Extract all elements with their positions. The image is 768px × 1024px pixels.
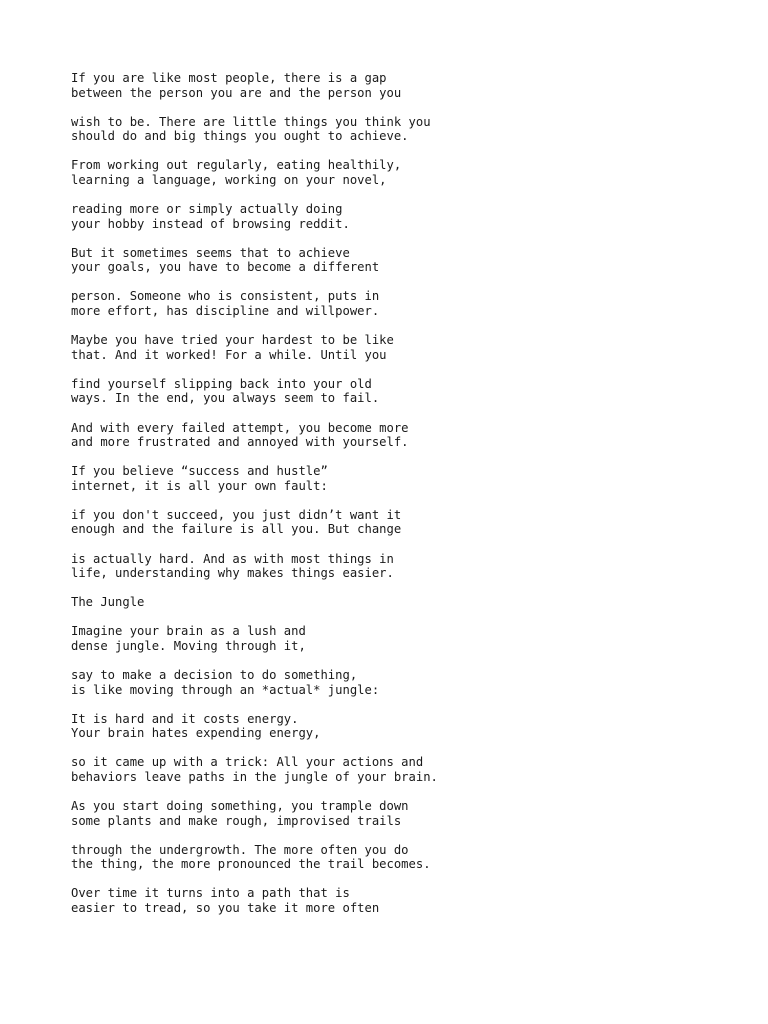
text-line: your hobby instead of browsing reddit. (71, 216, 350, 231)
text-line: is actually hard. And as with most things in (71, 551, 394, 566)
text-line: The Jungle (71, 595, 145, 610)
text-paragraph (71, 246, 711, 275)
text-line: If you are like most people, there is a gap (71, 71, 387, 85)
text-paragraph (71, 552, 711, 581)
text-paragraph (71, 202, 711, 231)
text-line: enough and the failure is all you. But change (71, 522, 402, 537)
text-line: But it sometimes seems that to achieve (71, 245, 350, 260)
text-line: Over time it turns into a path that is (71, 886, 350, 901)
text-line: so it came up with a trick: All your actions and (71, 755, 424, 770)
text-line: reading more or simply actually doing (71, 202, 343, 217)
text-paragraph (71, 886, 711, 915)
text-paragraph (71, 421, 711, 450)
text-line: that. And it worked! For a while. Until you (71, 347, 387, 362)
text-line: some plants and make rough, improvised trails (71, 813, 402, 828)
text-line: ways. In the end, you always seem to fail. (71, 391, 380, 406)
text-line: Maybe you have tried your hardest to be like (71, 333, 394, 348)
document-page (71, 71, 711, 930)
text-line: find yourself slipping back into your old (71, 376, 372, 391)
text-line: your goals, you have to become a different (71, 260, 380, 275)
text-line: internet, it is all your own fault: (71, 478, 328, 493)
text-line: And with every failed attempt, you become more (71, 420, 409, 435)
text-line: the thing, the more pronounced the trail becomes. (71, 857, 431, 872)
text-paragraph (71, 333, 711, 362)
text-line: From working out regularly, eating healthily, (71, 158, 402, 173)
text-line: between the person you are and the person you (71, 85, 402, 100)
text-paragraph (71, 799, 711, 828)
text-paragraph (71, 668, 711, 697)
text-line: easier to tread, so you take it more often (71, 901, 380, 916)
text-paragraph (71, 71, 711, 100)
text-line: Imagine your brain as a lush and (71, 624, 306, 639)
text-paragraph (71, 377, 711, 406)
text-line: person. Someone who is consistent, puts in (71, 289, 380, 304)
text-paragraph (71, 115, 711, 144)
text-line: If you believe “success and hustle” (71, 464, 328, 479)
text-line: say to make a decision to do something, (71, 668, 358, 683)
text-line: Your brain hates expending energy, (71, 726, 321, 741)
text-line: As you start doing something, you trample down (71, 799, 409, 814)
text-paragraph (71, 464, 711, 493)
text-line: more effort, has discipline and willpower. (71, 304, 380, 319)
text-line: and more frustrated and annoyed with yourself. (71, 435, 409, 450)
text-line: dense jungle. Moving through it, (71, 638, 306, 653)
text-line: is like moving through an *actual* jungle: (71, 682, 380, 697)
text-paragraph (71, 158, 711, 187)
text-line: It is hard and it costs energy. (71, 711, 299, 726)
text-paragraph (71, 712, 711, 741)
text-line: through the undergrowth. The more often you do (71, 842, 409, 857)
text-paragraph (71, 508, 711, 537)
text-paragraph (71, 843, 711, 872)
text-line: behaviors leave paths in the jungle of your brain. (71, 770, 438, 784)
text-line: wish to be. There are little things you think you (71, 114, 431, 129)
text-paragraph (71, 289, 711, 318)
text-paragraph (71, 624, 711, 653)
text-line: life, understanding why makes things easier. (71, 566, 394, 581)
text-paragraph (71, 595, 711, 610)
text-paragraph (71, 755, 711, 784)
text-line: if you don't succeed, you just didn’t want it (71, 507, 402, 522)
text-line: should do and big things you ought to achieve. (71, 129, 409, 144)
text-line: learning a language, working on your novel, (71, 172, 387, 187)
